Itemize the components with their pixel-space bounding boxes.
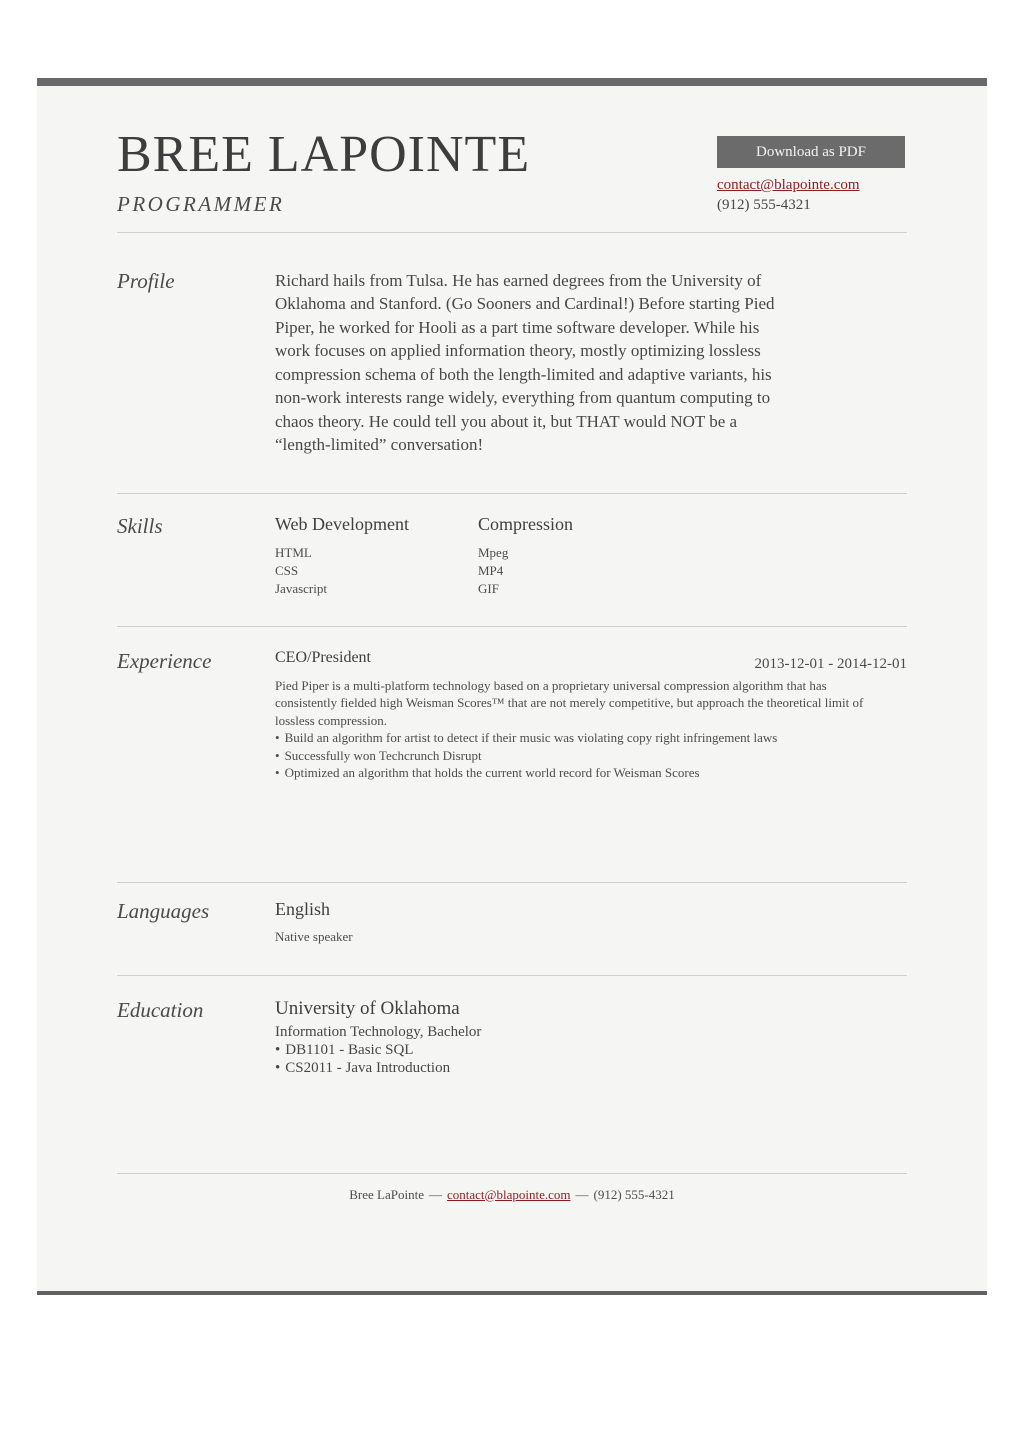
footer-separator: — — [575, 1186, 589, 1202]
email-link[interactable]: contact@blapointe.com — [717, 177, 860, 193]
experience-body — [275, 649, 907, 782]
skill-item: MP4 — [478, 562, 504, 578]
language-level: Native speaker — [275, 928, 353, 944]
job-highlight — [275, 764, 875, 782]
section-education — [117, 975, 907, 1173]
education-institution: University of Oklahoma — [275, 997, 460, 1019]
skill-group-name: Compression — [478, 513, 574, 534]
education-entry — [275, 998, 907, 1077]
education-course-text: CS2011 - Java Introduction — [285, 1059, 451, 1076]
education-course-text: DB1101 - Basic SQL — [285, 1041, 414, 1058]
section-label-profile: Profile — [117, 269, 175, 293]
job-highlight — [275, 729, 875, 747]
resume-paper — [37, 78, 987, 1295]
skill-item: Mpeg — [478, 544, 509, 560]
section-label-experience: Experience — [117, 648, 212, 673]
section-profile — [117, 232, 907, 493]
section-label-skills: Skills — [117, 513, 163, 538]
education-body — [275, 998, 907, 1077]
bullet-icon: • — [275, 1041, 281, 1058]
identity-block — [117, 128, 530, 217]
skill-group-compression — [478, 514, 681, 598]
skill-item: Javascript — [275, 580, 327, 596]
job-summary: Pied Piper is a multi-platform technology based on a proprietary universal compression algorithm that has consistently fielded high Weisman Scores™ that are not merely competitive, but approach the theoretical limit of lossless compression. — [275, 677, 864, 728]
person-role: PROGRAMMER — [117, 191, 285, 216]
job-header — [275, 648, 907, 672]
footer-phone: (912) 555-4321 — [593, 1186, 675, 1202]
bullet-icon: • — [275, 747, 280, 763]
education-course — [275, 1059, 907, 1077]
skill-item: HTML — [275, 544, 312, 560]
languages-body — [275, 899, 907, 945]
section-languages — [117, 882, 907, 975]
education-degree: Information Technology, Bachelor — [275, 1023, 482, 1040]
bullet-icon: • — [275, 765, 280, 781]
section-skills — [117, 493, 907, 626]
section-label-languages: Languages — [117, 898, 210, 923]
job-highlight-text: Optimized an algorithm that holds the current world record for Weisman Scores — [284, 765, 700, 781]
bullet-icon: • — [275, 730, 280, 746]
footer-name: Bree LaPointe — [349, 1186, 424, 1202]
contact-block — [717, 128, 907, 214]
skill-item: GIF — [478, 580, 499, 596]
download-pdf-button[interactable]: Download as PDF — [717, 136, 905, 168]
section-label-education: Education — [117, 997, 204, 1022]
header — [117, 86, 907, 232]
skill-group-name: Web Development — [275, 513, 410, 534]
language-entry — [275, 899, 907, 945]
job-highlight-text: Build an algorithm for artist to detect if their music was violating copy right infringement laws — [284, 730, 778, 746]
job-highlight-text: Successfully won Techcrunch Disrupt — [284, 747, 482, 763]
phone-number: (912) 555-4321 — [717, 197, 811, 213]
language-name: English — [275, 898, 331, 919]
footer-email-link[interactable]: contact@blapointe.com — [446, 1186, 571, 1202]
footer-separator: — — [428, 1186, 442, 1202]
footer — [117, 1173, 907, 1291]
skills-body — [275, 514, 907, 598]
education-course — [275, 1041, 907, 1059]
job-title: CEO/President — [275, 648, 371, 666]
skill-group-web-development — [275, 514, 478, 598]
job-dates: 2013-12-01 - 2014-12-01 — [754, 655, 907, 672]
profile-body — [275, 269, 907, 457]
job-entry — [275, 649, 907, 782]
bullet-icon: • — [275, 1059, 281, 1076]
job-highlight — [275, 747, 875, 765]
person-name: BREE LAPOINTE — [117, 126, 531, 183]
skill-item: CSS — [275, 562, 299, 578]
section-experience — [117, 626, 907, 882]
profile-text: Richard hails from Tulsa. He has earned degrees from the University of Oklahoma and Stanford. (Go Sooners and Cardinal!) Before starting Pied Piper, he worked for Hooli as a part time software developer. While his work focuses on applied information theory, mostly optimizing lossless compression schema of both the length-limited and adaptive variants, his non-work interests range widely, everything from quantum computing to chaos theory. He could tell you about it, but THAT would NOT be a “length-limited” conversation! — [275, 271, 775, 455]
